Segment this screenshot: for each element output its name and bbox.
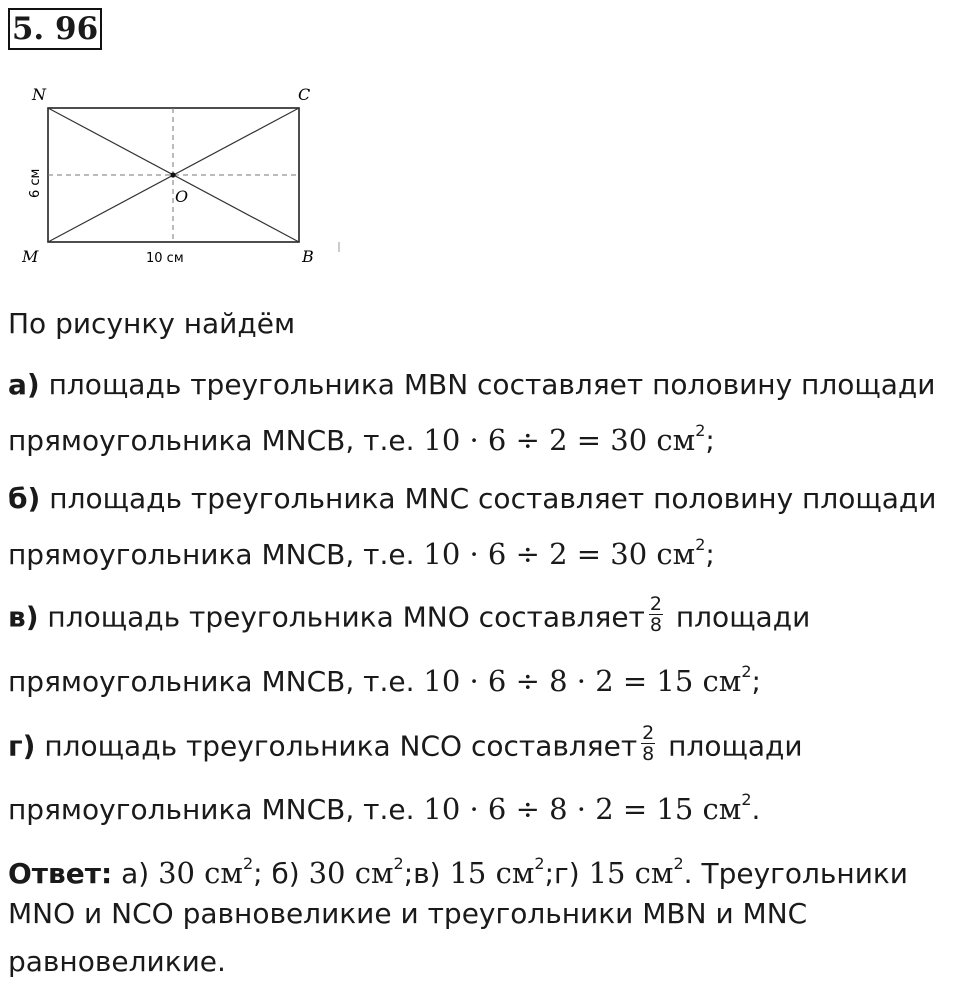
- label-b: B: [302, 247, 314, 266]
- label-n: N: [32, 85, 46, 104]
- intro-text: По рисунку найдём: [8, 307, 296, 340]
- item-c-line1: в) площадь треугольника MNO составляет $\frac{2}{8}$ площади: [8, 593, 811, 636]
- item-d-line2: прямоугольника MNCB, т.е. 10 · 6 ÷ 8 · 2 = 15 $см^2$.: [8, 790, 761, 826]
- side-10cm: 10 см: [146, 251, 184, 266]
- fraction-2-8: $\frac{2}{8}$: [649, 593, 662, 636]
- answer-line1: Ответ: а) 30 $см^2$; б) 30 $см^2;в$) 15 $см^2;г$) 15 $см^2$. Треугольники: [8, 854, 908, 890]
- label-m: M: [22, 247, 39, 266]
- problem-number: 5. 96: [8, 8, 102, 50]
- side-6cm: 6 см: [28, 168, 43, 198]
- item-c-line2: прямоугольника MNCB, т.е. 10 · 6 ÷ 8 · 2 = 15 $см^2$;: [8, 662, 761, 698]
- answer-line3: равновеликие.: [8, 945, 226, 978]
- item-b-line1: б) площадь треугольника MNC составляет половину площади: [8, 482, 937, 515]
- answer-line2: MNO и NCO равновеликие и треугольники MBN и MNC: [8, 897, 808, 930]
- point-o: [170, 172, 175, 177]
- item-b-line2: прямоугольника MNCB, т.е. 10 · 6 ÷ 2 = 30 $см^2$;: [8, 535, 715, 571]
- label-c: C: [298, 85, 311, 104]
- rectangle-figure: [12, 76, 342, 280]
- item-a-line1: а) площадь треугольника MBN составляет половину площади: [8, 368, 936, 401]
- label-o: O: [175, 187, 189, 206]
- fraction-2-8: $\frac{2}{8}$: [642, 722, 655, 765]
- item-d-line1: г) площадь треугольника NCO составляет $\frac{2}{8}$ площади: [8, 722, 803, 765]
- item-a-line2: прямоугольника MNCB, т.е. 10 · 6 ÷ 2 = 30 $см^2$;: [8, 421, 715, 457]
